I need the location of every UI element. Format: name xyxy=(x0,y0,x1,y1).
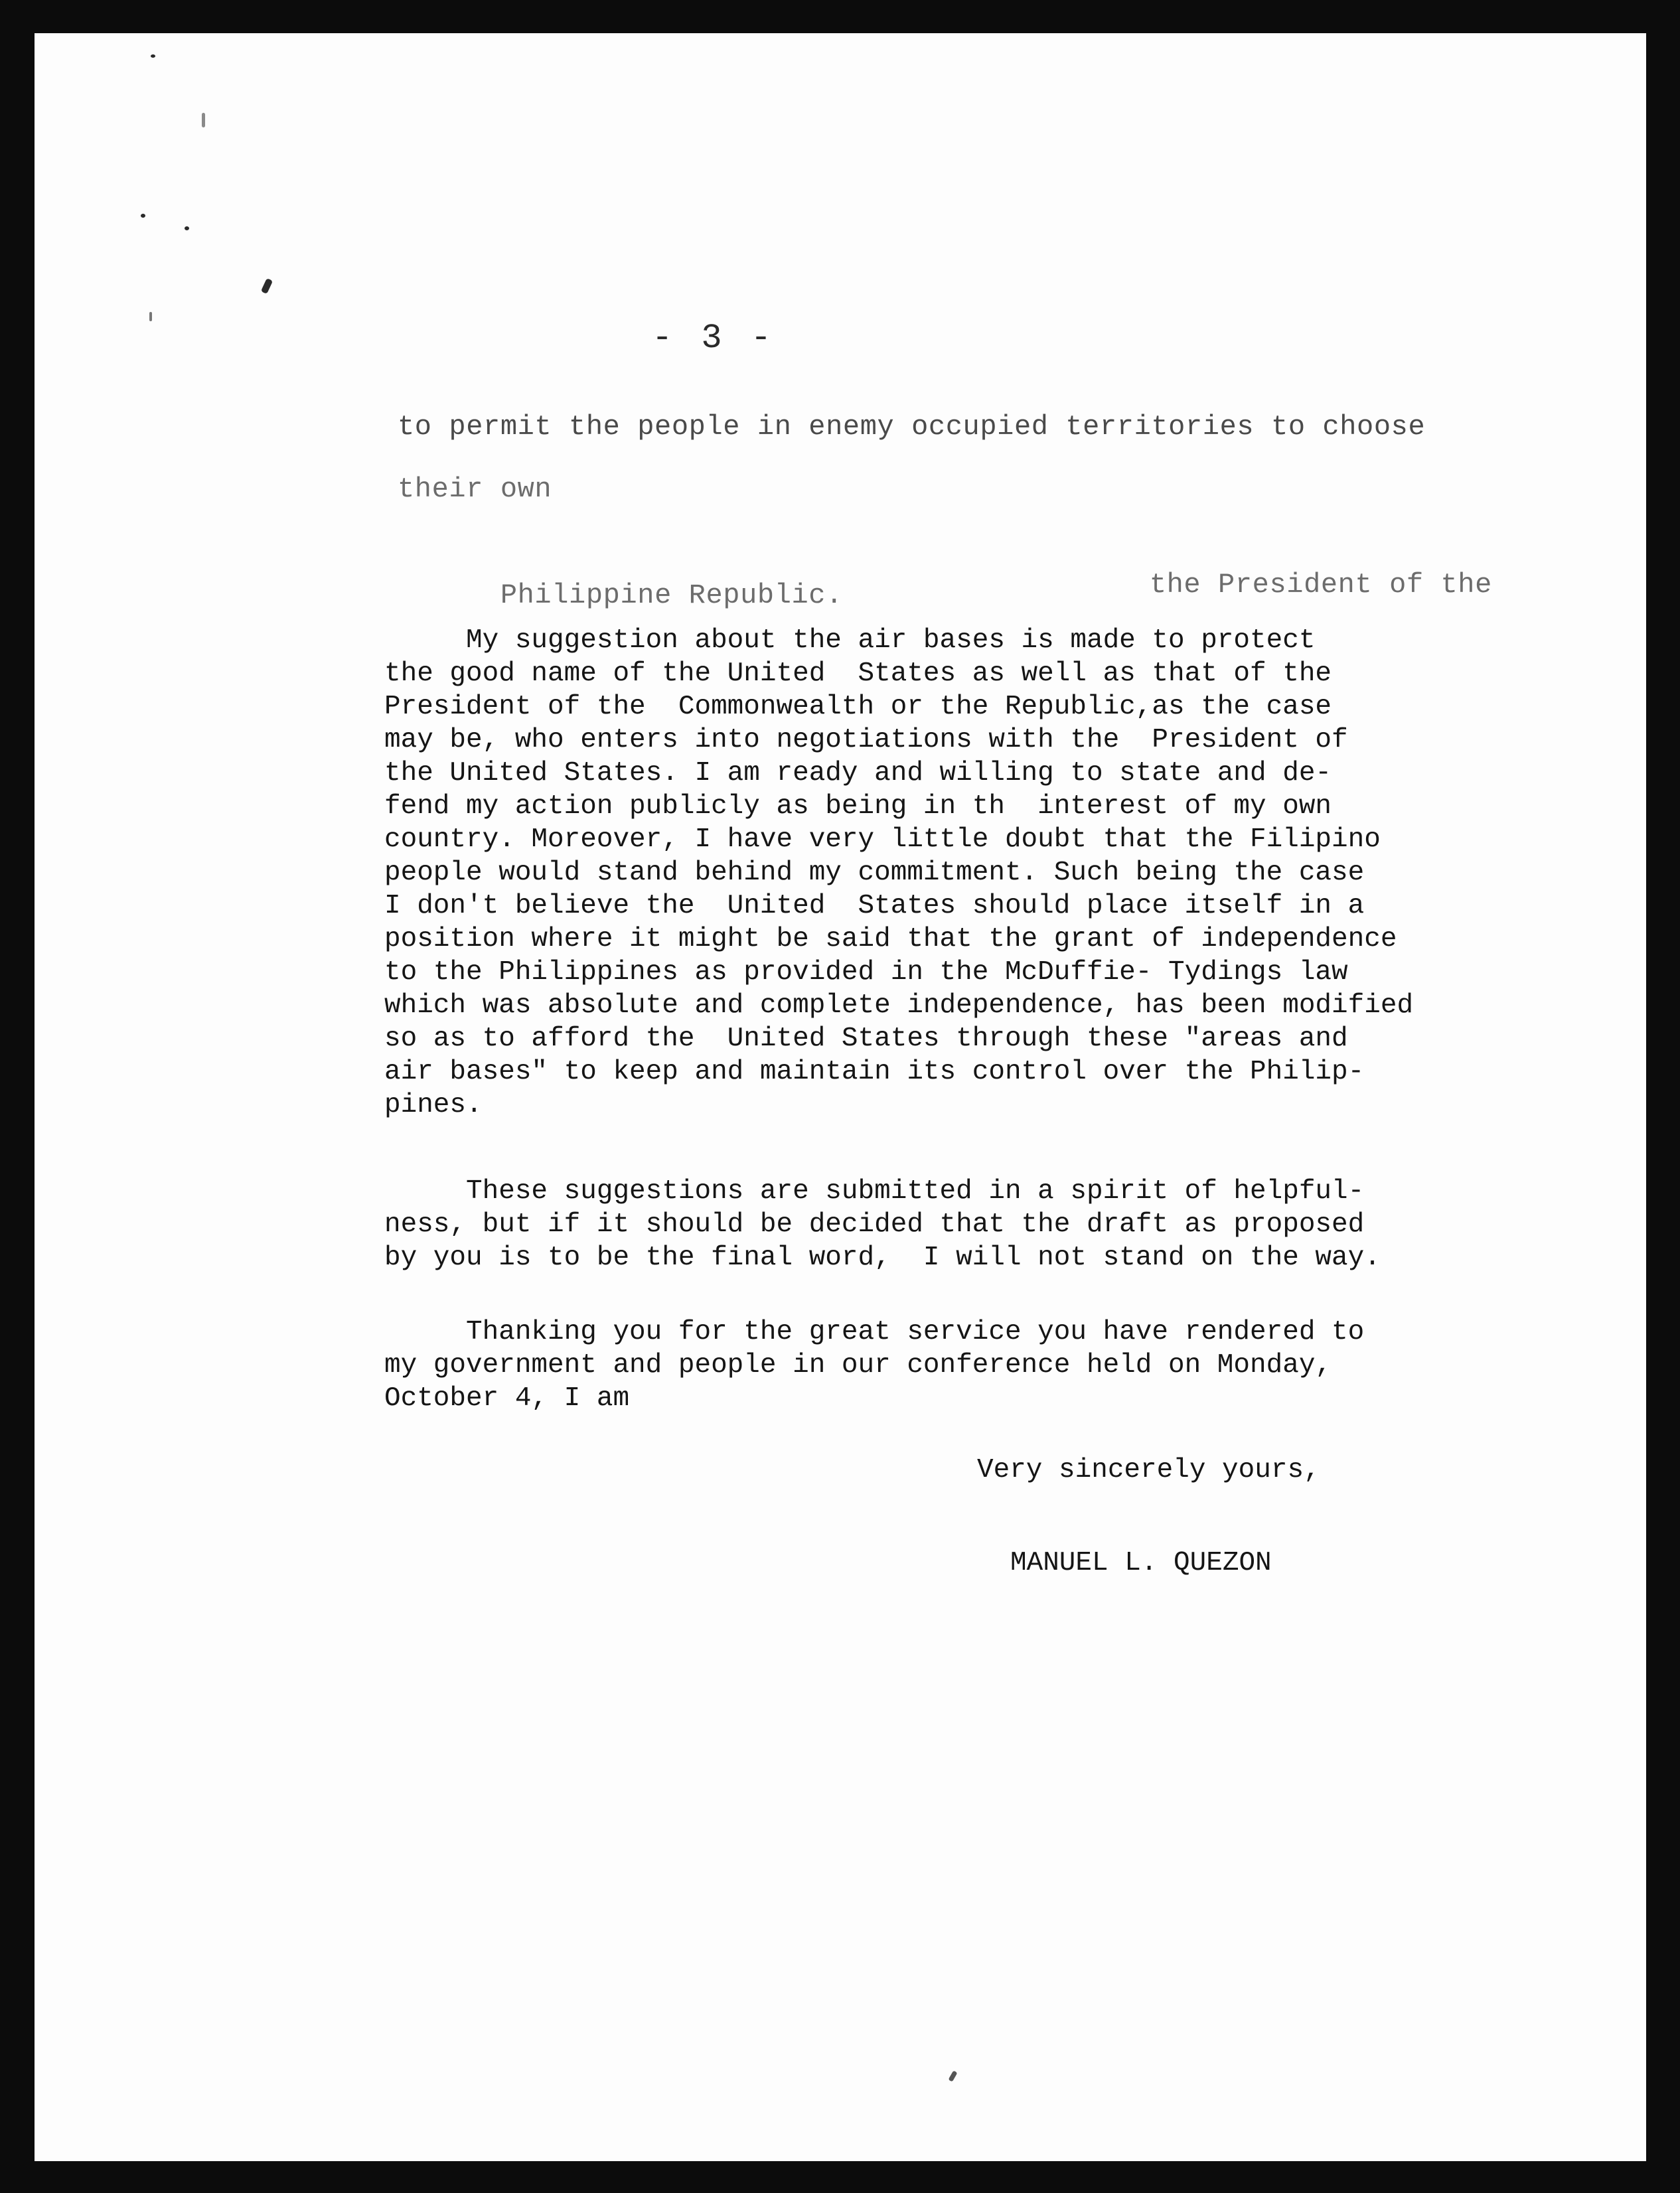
letter-page xyxy=(35,33,1646,2161)
paragraph-line: may be, who enters into negotiations with the President of xyxy=(384,725,1348,755)
paragraph-line: people would stand behind my commitment. Such being the case xyxy=(384,858,1365,888)
fragment-line-3-left xyxy=(398,552,843,611)
scan-speck xyxy=(185,226,189,230)
paragraph-line: pines. xyxy=(384,1090,483,1120)
scan-speck xyxy=(149,312,152,321)
paragraph-line: position where it might be said that the grant of independence xyxy=(384,924,1397,954)
page-number: - 3 - xyxy=(652,319,776,358)
paragraph-line: by you is to be the final word, I will not stand on the way. xyxy=(384,1243,1381,1273)
paragraph-line: President of the Commonwealth or the Republic,as the case xyxy=(384,692,1332,722)
paragraph-line: October 4, I am xyxy=(384,1383,630,1414)
paragraph-line: which was absolute and complete independence, has been modified xyxy=(384,990,1414,1021)
paragraph-line: I don't believe the United States should place itself in a xyxy=(384,891,1365,921)
fragment-line-3-left-text: Philippine Republic. xyxy=(500,579,843,611)
paragraph-line: the United States. I am ready and willing to state and de- xyxy=(384,758,1332,789)
paragraph-line: These suggestions are submitted in a spirit of helpful- xyxy=(384,1176,1365,1207)
paragraph-line: fend my action publicly as being in th interest of my own xyxy=(384,791,1332,822)
fragment-line-3-right-text: the President of the xyxy=(1149,569,1492,601)
paragraph-line: so as to afford the United States through these "areas and xyxy=(384,1023,1348,1054)
paragraph-line: to the Philippines as provided in the McDuffie- Tydings law xyxy=(384,957,1348,988)
scan-speck xyxy=(948,2070,957,2081)
paragraph-line: the good name of the United States as well as that of the xyxy=(384,658,1332,689)
scan-speck xyxy=(151,54,155,58)
scan-speck xyxy=(261,278,273,294)
signature-name: MANUEL L. QUEZON xyxy=(1010,1548,1272,1578)
closing: Very sincerely yours, xyxy=(977,1455,1320,1485)
paragraph-line: ness, but if it should be decided that the draft as proposed xyxy=(384,1209,1365,1240)
scan-speck xyxy=(202,113,205,127)
paragraph-line: Thanking you for the great service you have rendered to xyxy=(384,1317,1365,1347)
paragraph-line: My suggestion about the air bases is made to protect xyxy=(384,625,1316,656)
paragraph-line: country. Moreover, I have very little doubt that the Filipino xyxy=(384,824,1381,855)
fragment-line-2: their own xyxy=(398,473,552,505)
fragment-line-1: to permit the people in enemy occupied territories to choose xyxy=(398,411,1426,443)
paragraph-line: air bases" to keep and maintain its control over the Philip- xyxy=(384,1057,1365,1087)
scan-speck xyxy=(141,214,145,218)
paragraph-line: my government and people in our conference held on Monday, xyxy=(384,1350,1332,1381)
fragment-line-3-right xyxy=(1047,548,1492,601)
